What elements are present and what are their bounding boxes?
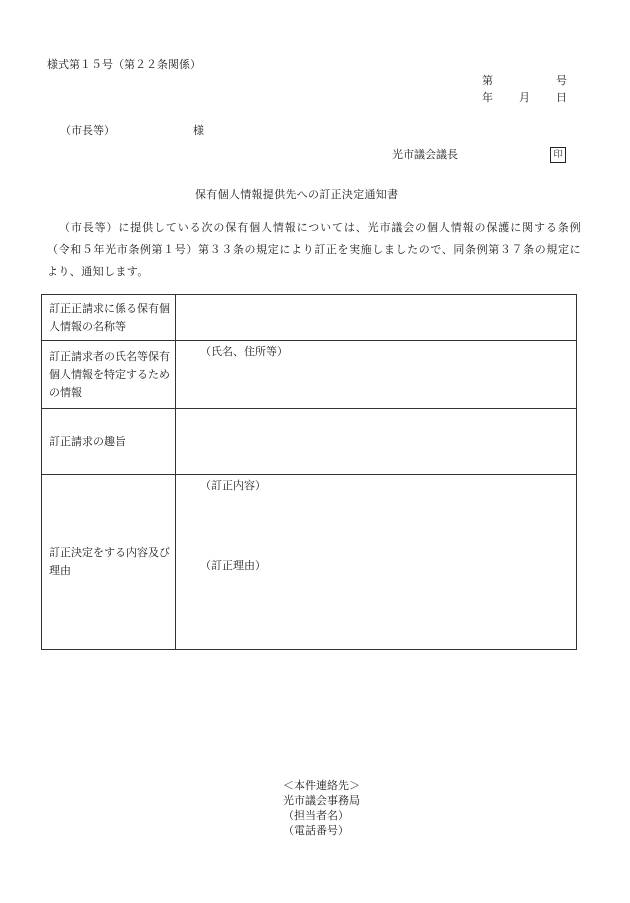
correction-reason-label: （訂正理由） xyxy=(200,559,266,572)
recipient-honorific: 様 xyxy=(193,124,204,137)
correction-content-label: （訂正内容） xyxy=(200,479,266,492)
seal-stamp: 印 xyxy=(550,147,566,163)
date-year: 年 xyxy=(482,91,493,104)
notice-table xyxy=(41,294,577,650)
contact-block xyxy=(283,778,360,838)
table-row xyxy=(42,295,577,341)
row-value xyxy=(176,295,577,341)
table-row xyxy=(42,475,577,650)
row-value xyxy=(176,475,577,650)
table-row xyxy=(42,409,577,475)
date-month: 月 xyxy=(519,91,530,104)
row-value: （氏名、住所等） xyxy=(176,341,577,409)
number-go: 号 xyxy=(556,74,567,87)
recipient-name: （市長等） xyxy=(60,124,115,137)
contact-person: （担当者名） xyxy=(283,809,349,822)
row-label: 訂正請求の趣旨 xyxy=(42,409,176,475)
document-title: 保有個人情報提供先への訂正決定通知書 xyxy=(195,188,399,201)
row-value xyxy=(176,409,577,475)
date-day: 日 xyxy=(556,91,567,104)
table-row xyxy=(42,341,577,409)
row-label: 訂正決定をする内容及び理由 xyxy=(42,475,176,650)
row-label: 訂正正請求に係る保有個人情報の名称等 xyxy=(42,295,176,341)
form-number: 様式第１５号（第２２条関係） xyxy=(47,58,201,71)
body-paragraph: （市長等）に提供している次の保有個人情報については、光市議会の個人情報の保護に関する条例（令和５年光市条例第１号）第３３条の規定により訂正を実施しましたので、同条例第３７条の規定により、通知します。 xyxy=(47,221,581,278)
contact-office: 光市議会事務局 xyxy=(283,794,360,807)
contact-heading: ＜本件連絡先＞ xyxy=(283,779,360,792)
number-dai: 第 xyxy=(482,74,493,87)
sender-title: 光市議会議長 xyxy=(392,148,458,161)
row-label: 訂正請求者の氏名等保有個人情報を特定するための情報 xyxy=(42,341,176,409)
contact-phone: （電話番号） xyxy=(283,824,349,837)
